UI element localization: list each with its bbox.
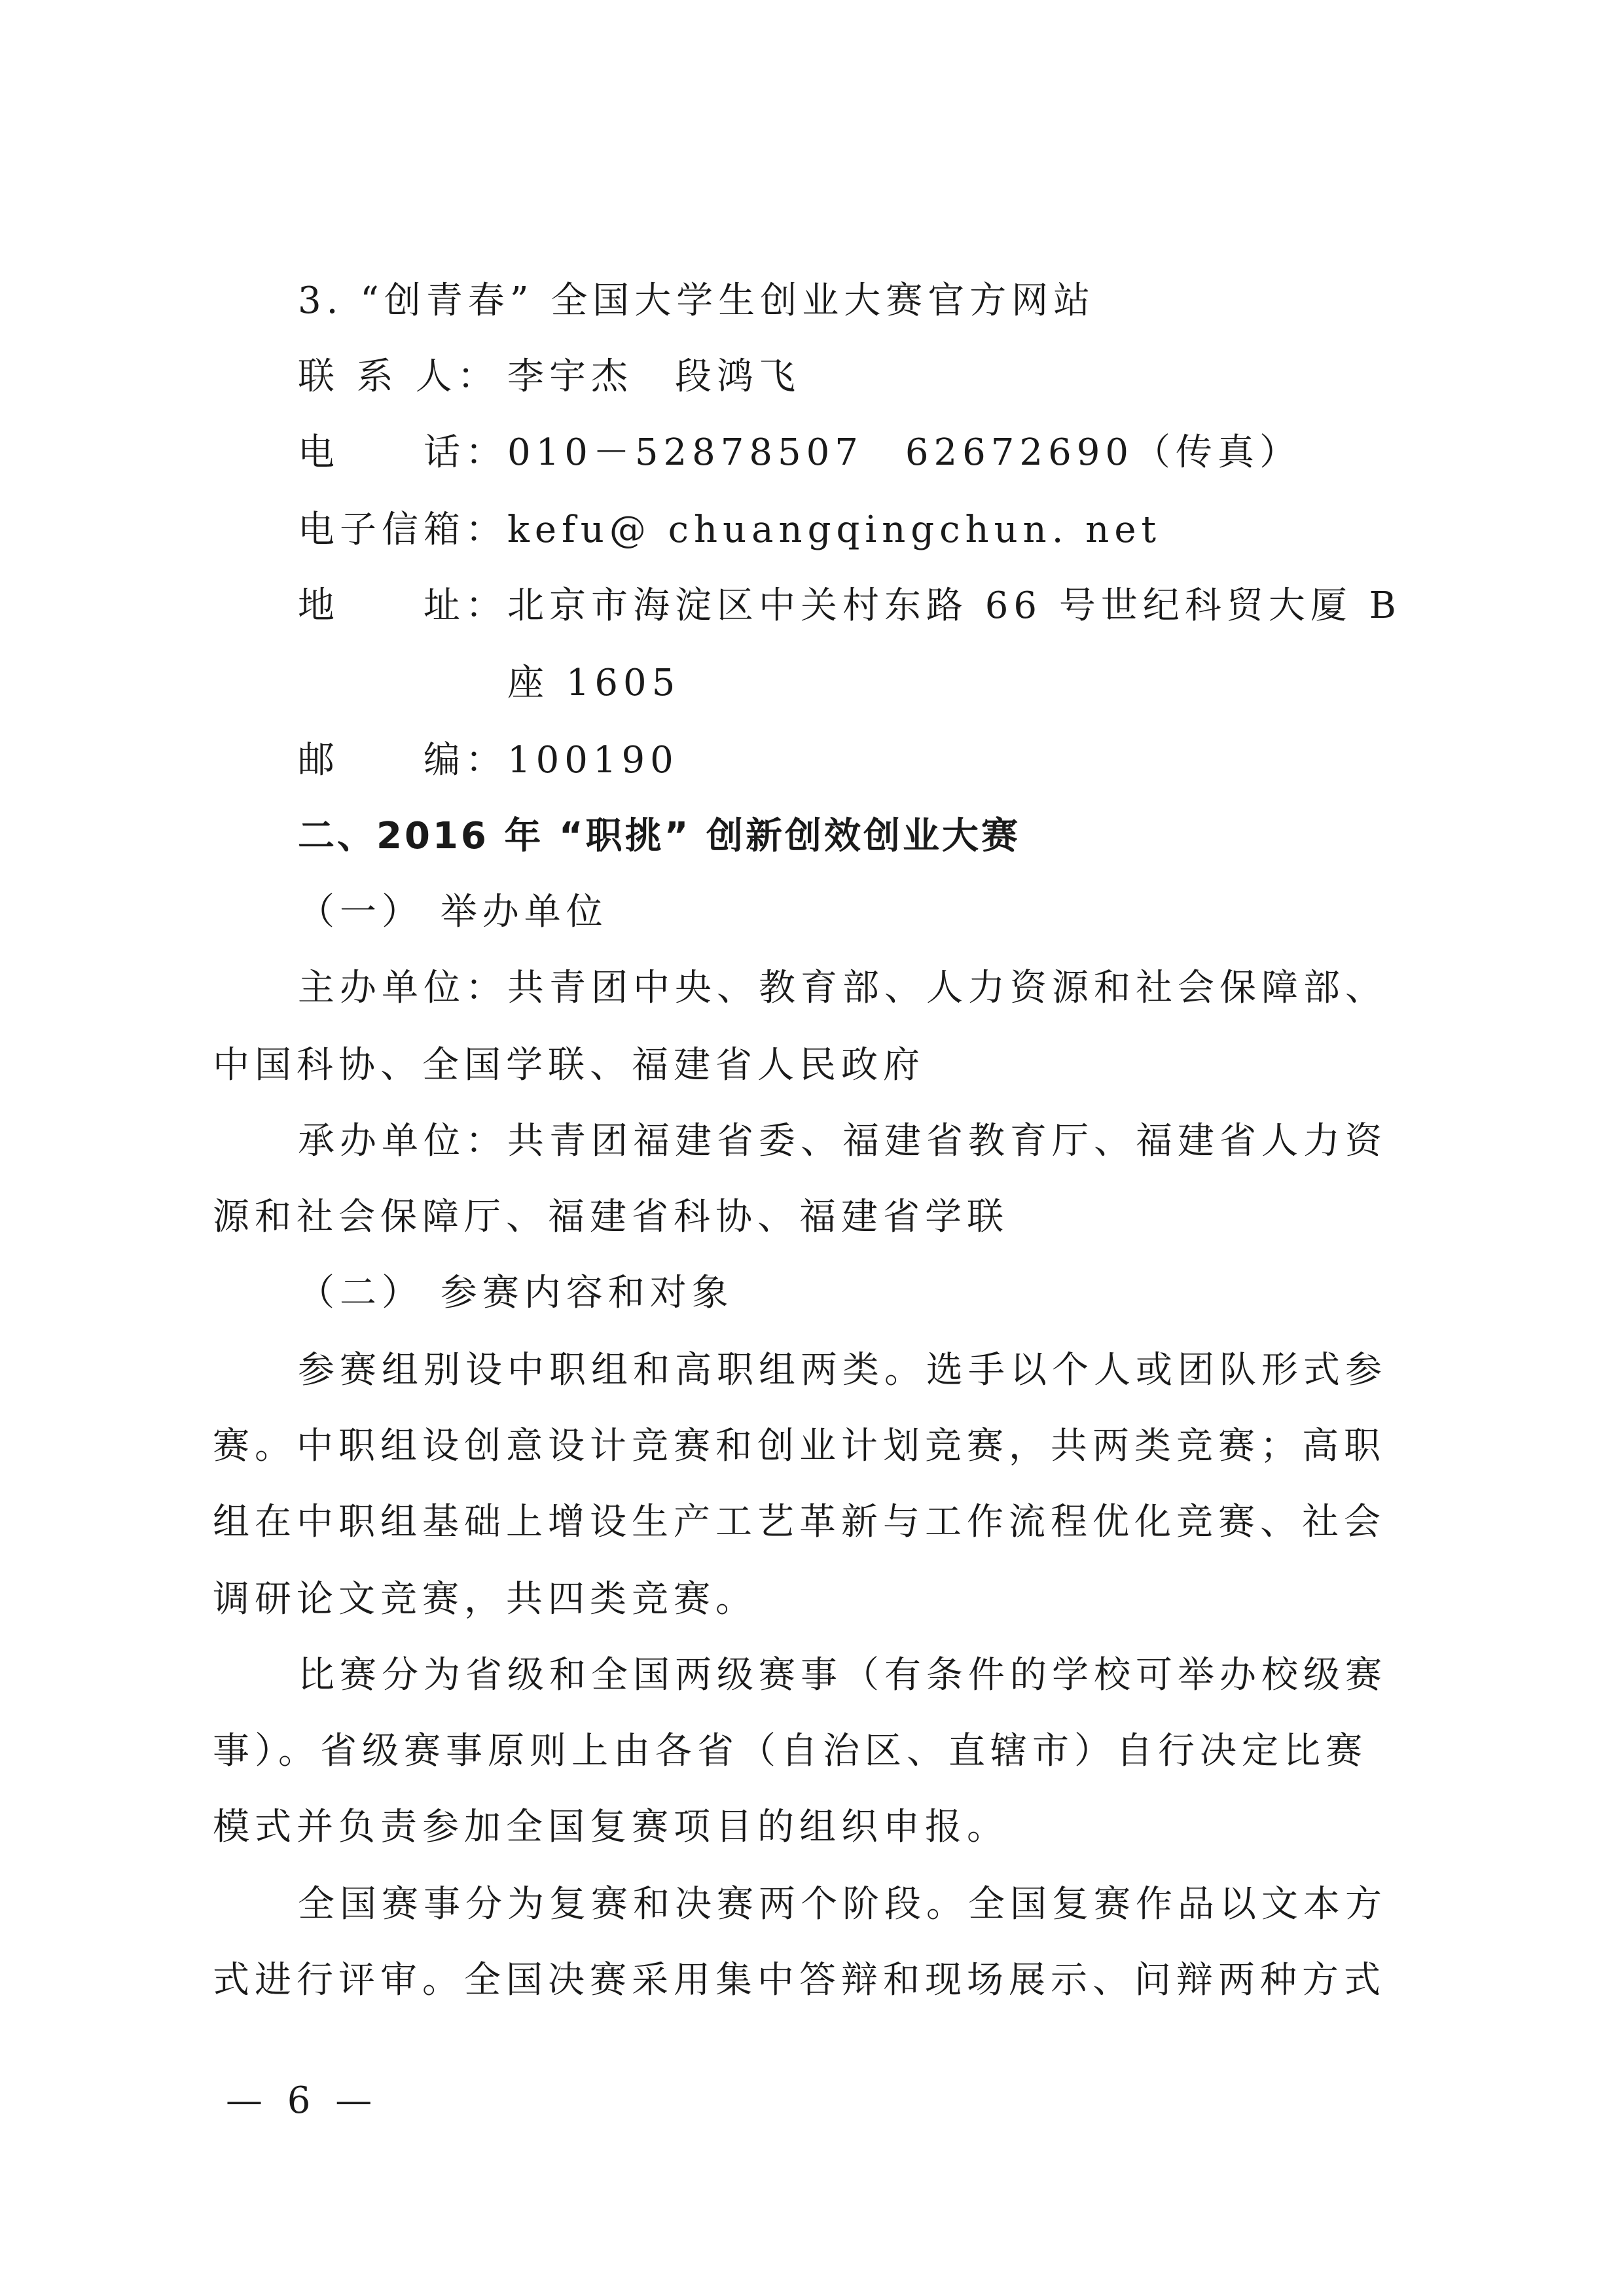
section-3-title: 3. “创青春” 全国大学生创业大赛官方网站 bbox=[298, 279, 1096, 322]
paragraph-3-line1: 全国赛事分为复赛和决赛两个阶段。全国复赛作品以文本方 bbox=[298, 1883, 1387, 1926]
email-value: kefu@ chuangqingchun. net bbox=[507, 509, 1162, 551]
paragraph-1-line2: 赛。中职组设创意设计竞赛和创业计划竞赛，共两类竞赛；高职 bbox=[213, 1425, 1386, 1467]
paragraph-1-line1: 参赛组别设中职组和高职组两类。选手以个人或团队形式参 bbox=[298, 1349, 1387, 1391]
address-row bbox=[298, 580, 1401, 632]
section-2-heading: 二、2016 年 “职挑” 创新创效创业大赛 bbox=[298, 815, 1020, 857]
paragraph-3-line2: 式进行评审。全国决赛采用集中答辩和现场展示、问辩两种方式 bbox=[213, 1959, 1386, 2001]
zip-row bbox=[298, 734, 679, 787]
email-label: 电子信箱： bbox=[298, 509, 507, 551]
subsection-1-heading: （一） 举办单位 bbox=[298, 891, 608, 933]
subsection-2-heading: （二） 参赛内容和对象 bbox=[298, 1272, 734, 1314]
address-label: 地 址： bbox=[298, 584, 507, 627]
undertake-units-line1: 承办单位：共青团福建省委、福建省教育厅、福建省人力资 bbox=[298, 1120, 1387, 1162]
email-row bbox=[298, 504, 1161, 556]
paragraph-1-line4: 调研论文竞赛，共四类竞赛。 bbox=[213, 1578, 757, 1621]
host-units-line2: 中国科协、全国学联、福建省人民政府 bbox=[213, 1044, 925, 1086]
undertake-units-line2: 源和社会保障厅、福建省科协、福建省学联 bbox=[213, 1196, 1009, 1238]
contact-person-row bbox=[298, 351, 801, 403]
phone-value: 010－52878507 62672690（传真） bbox=[507, 431, 1301, 474]
contact-person-label: 联 系 人： bbox=[298, 355, 499, 398]
address-value-line2: 座 1605 bbox=[507, 662, 681, 704]
paragraph-1-line3: 组在中职组基础上增设生产工艺革新与工作流程优化竞赛、社会 bbox=[213, 1501, 1386, 1543]
paragraph-2-line3: 模式并负责参加全国复赛项目的组织申报。 bbox=[213, 1806, 1009, 1848]
phone-row bbox=[298, 427, 1301, 479]
paragraph-2-line2: 事）。省级赛事原则上由各省（自治区、直辖市）自行决定比赛 bbox=[213, 1730, 1367, 1772]
zip-value: 100190 bbox=[507, 739, 679, 781]
contact-person-value: 李宇杰 段鸿飞 bbox=[507, 355, 801, 398]
paragraph-2-line1: 比赛分为省级和全国两级赛事（有条件的学校可举办校级赛 bbox=[298, 1654, 1387, 1696]
address-value-line1: 北京市海淀区中关村东路 66 号世纪科贸大厦 B bbox=[507, 584, 1401, 627]
host-units-line1: 主办单位：共青团中央、教育部、人力资源和社会保障部、 bbox=[298, 967, 1387, 1009]
phone-label: 电 话： bbox=[298, 431, 507, 474]
zip-label: 邮 编： bbox=[298, 739, 507, 781]
page-number: — 6 — bbox=[226, 2079, 379, 2122]
